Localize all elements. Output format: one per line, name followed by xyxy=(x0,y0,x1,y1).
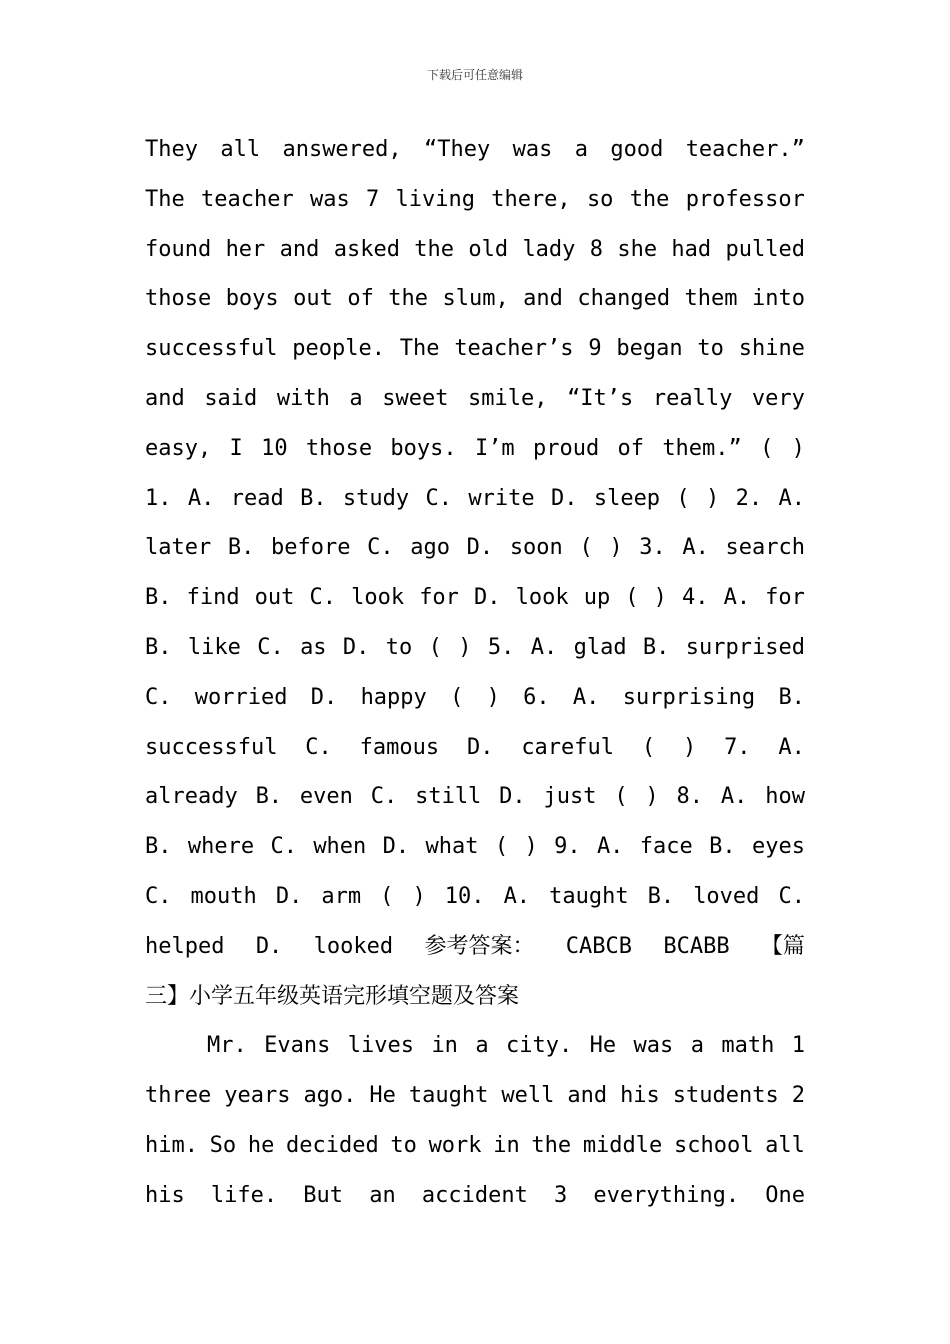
text-line xyxy=(145,723,805,773)
word: ( xyxy=(428,634,442,660)
word: B. xyxy=(227,535,255,561)
word: lives xyxy=(347,1033,415,1059)
word: when xyxy=(313,834,367,860)
word: happy xyxy=(360,684,427,710)
word: and xyxy=(279,236,320,262)
word: B. xyxy=(145,634,172,660)
word: answered, xyxy=(282,137,402,162)
text-line xyxy=(145,175,805,225)
word: Mr. xyxy=(207,1033,247,1059)
word: just xyxy=(543,784,597,810)
text-line xyxy=(145,922,805,972)
word: boys. xyxy=(390,435,457,461)
word: 2. xyxy=(735,485,763,511)
word: asked xyxy=(333,236,400,262)
word: B. xyxy=(778,684,805,710)
word: ) xyxy=(653,585,667,611)
word: 1. xyxy=(145,485,172,511)
word: professor xyxy=(685,186,805,212)
word: B. xyxy=(300,485,327,511)
word: ( xyxy=(641,734,656,760)
word: looked xyxy=(313,933,394,959)
text-line xyxy=(145,274,805,324)
text-line xyxy=(145,1121,805,1171)
word: an xyxy=(369,1182,396,1208)
word: read xyxy=(230,485,284,511)
text-line xyxy=(145,324,805,374)
word: taught xyxy=(549,883,629,909)
word: even xyxy=(299,784,353,810)
word: of xyxy=(347,286,374,312)
word: changed xyxy=(577,286,671,312)
word: mouth xyxy=(190,883,257,909)
word: A. xyxy=(778,485,805,511)
word: C. xyxy=(145,883,172,909)
word: ) xyxy=(682,734,697,760)
word: A. xyxy=(723,585,751,611)
word: C. xyxy=(305,734,332,760)
word: 7 xyxy=(365,186,380,212)
word: look xyxy=(351,585,405,611)
word: everything. xyxy=(593,1182,740,1208)
word: B. xyxy=(145,585,172,611)
word: B. xyxy=(145,834,172,860)
word: 参考答案： xyxy=(424,933,535,959)
word: 1 xyxy=(791,1033,805,1059)
word: was xyxy=(512,137,553,162)
word: teacher’s xyxy=(454,336,574,362)
word: found xyxy=(145,236,212,262)
word: ) xyxy=(458,634,472,660)
word: ) xyxy=(524,834,538,860)
word: ago xyxy=(410,535,451,561)
word: proud xyxy=(532,435,600,461)
word: out xyxy=(254,585,295,611)
word: D. xyxy=(275,883,303,909)
word: already xyxy=(145,784,238,810)
word: ago. xyxy=(303,1083,357,1109)
word: a xyxy=(690,1033,704,1059)
word: for xyxy=(765,585,805,611)
word: 3 xyxy=(553,1182,568,1208)
word: had xyxy=(671,236,712,262)
word: them xyxy=(684,286,738,312)
word: One xyxy=(765,1182,805,1208)
text-line xyxy=(145,673,805,723)
word: 2 xyxy=(791,1083,805,1109)
word: to xyxy=(385,634,413,660)
word: ( xyxy=(614,784,628,810)
word: 4. xyxy=(681,585,709,611)
word: ) xyxy=(486,684,500,710)
word: old xyxy=(468,236,509,262)
text-line xyxy=(145,523,805,573)
word: C. xyxy=(778,883,805,909)
word: she xyxy=(617,236,658,262)
word: C. xyxy=(425,485,453,511)
word: 9 xyxy=(588,336,602,362)
word: said xyxy=(204,385,258,411)
word: sleep xyxy=(593,485,661,511)
word: accident xyxy=(421,1182,528,1208)
word: with xyxy=(276,385,330,411)
word: in xyxy=(431,1033,458,1059)
word: math xyxy=(721,1033,775,1059)
word: arm xyxy=(321,883,362,909)
word: ) xyxy=(706,485,720,511)
page-header-note: 下载后可任意编辑 xyxy=(426,68,523,82)
word: A. xyxy=(720,784,748,810)
word: slum, xyxy=(442,286,509,312)
word: glad xyxy=(573,634,627,660)
word: his xyxy=(145,1182,185,1208)
word: 【篇 xyxy=(760,933,805,959)
word: as xyxy=(300,634,327,660)
word: B. xyxy=(642,634,670,660)
word: before xyxy=(271,535,351,561)
text-line xyxy=(145,374,805,424)
word: what xyxy=(425,834,479,860)
word: ( xyxy=(760,435,774,461)
word: a xyxy=(574,137,588,162)
word: taught xyxy=(408,1083,489,1109)
word: D. xyxy=(474,585,501,611)
word: face xyxy=(639,834,693,860)
word: But xyxy=(303,1182,344,1208)
word: was xyxy=(309,186,350,212)
word: in xyxy=(493,1132,520,1158)
word: pulled xyxy=(725,236,805,262)
word: life. xyxy=(210,1182,278,1208)
word: They xyxy=(145,137,198,162)
word: how xyxy=(765,784,805,810)
word: people. xyxy=(292,336,385,362)
word: He xyxy=(589,1033,617,1059)
word: A. xyxy=(530,634,558,660)
word: really xyxy=(652,385,733,411)
word: where xyxy=(187,834,255,860)
text-line xyxy=(145,125,805,175)
text-line xyxy=(145,1021,805,1071)
word: for xyxy=(419,585,459,611)
word: ( xyxy=(676,485,690,511)
word: find xyxy=(186,585,240,611)
word: ) xyxy=(645,784,659,810)
word: C. xyxy=(309,585,337,611)
word: three xyxy=(145,1083,212,1109)
word: 6. xyxy=(523,684,550,710)
word: still xyxy=(415,784,482,810)
word: ( xyxy=(494,834,509,860)
word: there, xyxy=(491,186,571,212)
word: began xyxy=(616,336,683,362)
word: C. xyxy=(270,834,297,860)
word: ( xyxy=(625,585,639,611)
word: A. xyxy=(187,485,215,511)
word: D. xyxy=(550,485,578,511)
word: those xyxy=(305,435,373,461)
word: the xyxy=(629,186,670,212)
word: ( xyxy=(450,684,464,710)
word: B. xyxy=(255,784,283,810)
word: them.” xyxy=(662,435,742,461)
word: like xyxy=(187,634,241,660)
word: into xyxy=(751,286,805,312)
word: to xyxy=(697,336,724,362)
word: the xyxy=(531,1132,572,1158)
word: study xyxy=(342,485,410,511)
word: I’m xyxy=(474,435,515,461)
word: out xyxy=(293,286,333,312)
text-line xyxy=(145,424,805,474)
word: The xyxy=(145,186,185,212)
word: he xyxy=(247,1132,275,1158)
word: a xyxy=(349,385,363,411)
word: the xyxy=(388,286,429,312)
word: surprised xyxy=(685,634,805,660)
word: easy, xyxy=(145,435,212,461)
text-line xyxy=(145,1071,805,1121)
word: D. xyxy=(310,684,338,710)
word: 8. xyxy=(676,784,704,810)
word: loved xyxy=(693,883,760,909)
word: 10. xyxy=(444,883,485,909)
word: write xyxy=(468,485,535,511)
word: ) xyxy=(791,435,805,461)
word: surprising xyxy=(622,684,756,710)
word: “They xyxy=(424,137,491,162)
word: ( xyxy=(579,535,593,561)
word: and xyxy=(145,385,185,411)
word: soon xyxy=(509,535,563,561)
word: sweet xyxy=(382,385,449,411)
word: teacher xyxy=(201,186,294,212)
word: The xyxy=(399,336,440,362)
text-line xyxy=(145,872,805,922)
word: A. xyxy=(682,535,709,561)
word: C. xyxy=(145,684,172,710)
text-line xyxy=(145,772,805,822)
word: A. xyxy=(596,834,624,860)
word: up xyxy=(583,585,611,611)
word: B. xyxy=(709,834,736,860)
word: search xyxy=(725,535,805,561)
word: CABCB xyxy=(565,933,633,959)
word: those xyxy=(145,286,212,312)
text-line xyxy=(145,1171,805,1221)
word: of xyxy=(617,435,645,461)
word: successful xyxy=(145,336,278,362)
word: years xyxy=(224,1083,291,1109)
word: C. xyxy=(367,535,394,561)
word: well xyxy=(501,1083,555,1109)
word: lady xyxy=(522,236,576,262)
word: I xyxy=(229,435,243,461)
word: BCABB xyxy=(663,933,730,959)
word: C. xyxy=(257,634,284,660)
word: later xyxy=(145,535,212,561)
word: ) xyxy=(609,535,623,561)
word: all xyxy=(765,1132,805,1158)
word: helped xyxy=(145,933,225,959)
word: “It’s xyxy=(567,385,634,411)
word: look xyxy=(515,585,569,611)
word: and xyxy=(567,1083,608,1109)
word: living xyxy=(395,186,475,212)
word: middle xyxy=(582,1132,663,1158)
word: and xyxy=(523,286,563,312)
word: D. xyxy=(382,834,410,860)
word: 7. xyxy=(724,734,751,760)
word: good xyxy=(610,137,664,162)
word: D. xyxy=(466,535,494,561)
word: careful xyxy=(521,734,615,760)
word: Evans xyxy=(264,1033,331,1059)
text-line xyxy=(145,573,805,623)
word: ( xyxy=(380,883,394,909)
word: very xyxy=(751,385,805,411)
word: decided xyxy=(286,1132,379,1158)
word: 9. xyxy=(554,834,581,860)
word: 10 xyxy=(261,435,288,461)
word: successful xyxy=(145,734,278,760)
word: D. xyxy=(466,734,494,760)
word: He xyxy=(369,1083,396,1109)
word: 5. xyxy=(487,634,515,660)
word: ) xyxy=(412,883,426,909)
word: 三】小学五年级英语完形填空题及答案 xyxy=(145,983,520,1009)
word: city. xyxy=(506,1033,573,1059)
word: a xyxy=(475,1033,489,1059)
word: B. xyxy=(647,883,675,909)
document-body xyxy=(145,125,805,1221)
word: work xyxy=(428,1132,482,1158)
text-line xyxy=(145,225,805,275)
word: C. xyxy=(370,784,398,810)
word: famous xyxy=(359,734,440,760)
word: D. xyxy=(342,634,370,660)
word: her xyxy=(225,236,266,262)
word: eyes xyxy=(752,834,805,860)
word: 3. xyxy=(639,535,666,561)
word: 8 xyxy=(589,236,603,262)
word: school xyxy=(673,1132,754,1158)
word: the xyxy=(414,236,455,262)
word: so xyxy=(586,186,614,212)
word: students xyxy=(672,1083,779,1109)
word: him. xyxy=(145,1132,198,1158)
word: shine xyxy=(738,336,805,362)
text-line xyxy=(145,822,805,872)
word: A. xyxy=(778,734,805,760)
word: teacher.” xyxy=(685,137,805,162)
word: his xyxy=(620,1083,660,1109)
word: A. xyxy=(503,883,531,909)
word: to xyxy=(390,1132,417,1158)
word: D. xyxy=(255,933,283,959)
word: worried xyxy=(194,684,288,710)
word: boys xyxy=(225,286,279,312)
text-line xyxy=(145,623,805,673)
word: A. xyxy=(572,684,600,710)
word: So xyxy=(209,1132,237,1158)
word: was xyxy=(633,1033,674,1059)
word: all xyxy=(220,137,261,162)
text-line xyxy=(145,474,805,524)
word: smile, xyxy=(468,385,548,411)
text-line xyxy=(145,972,805,1022)
word: D. xyxy=(499,784,526,810)
